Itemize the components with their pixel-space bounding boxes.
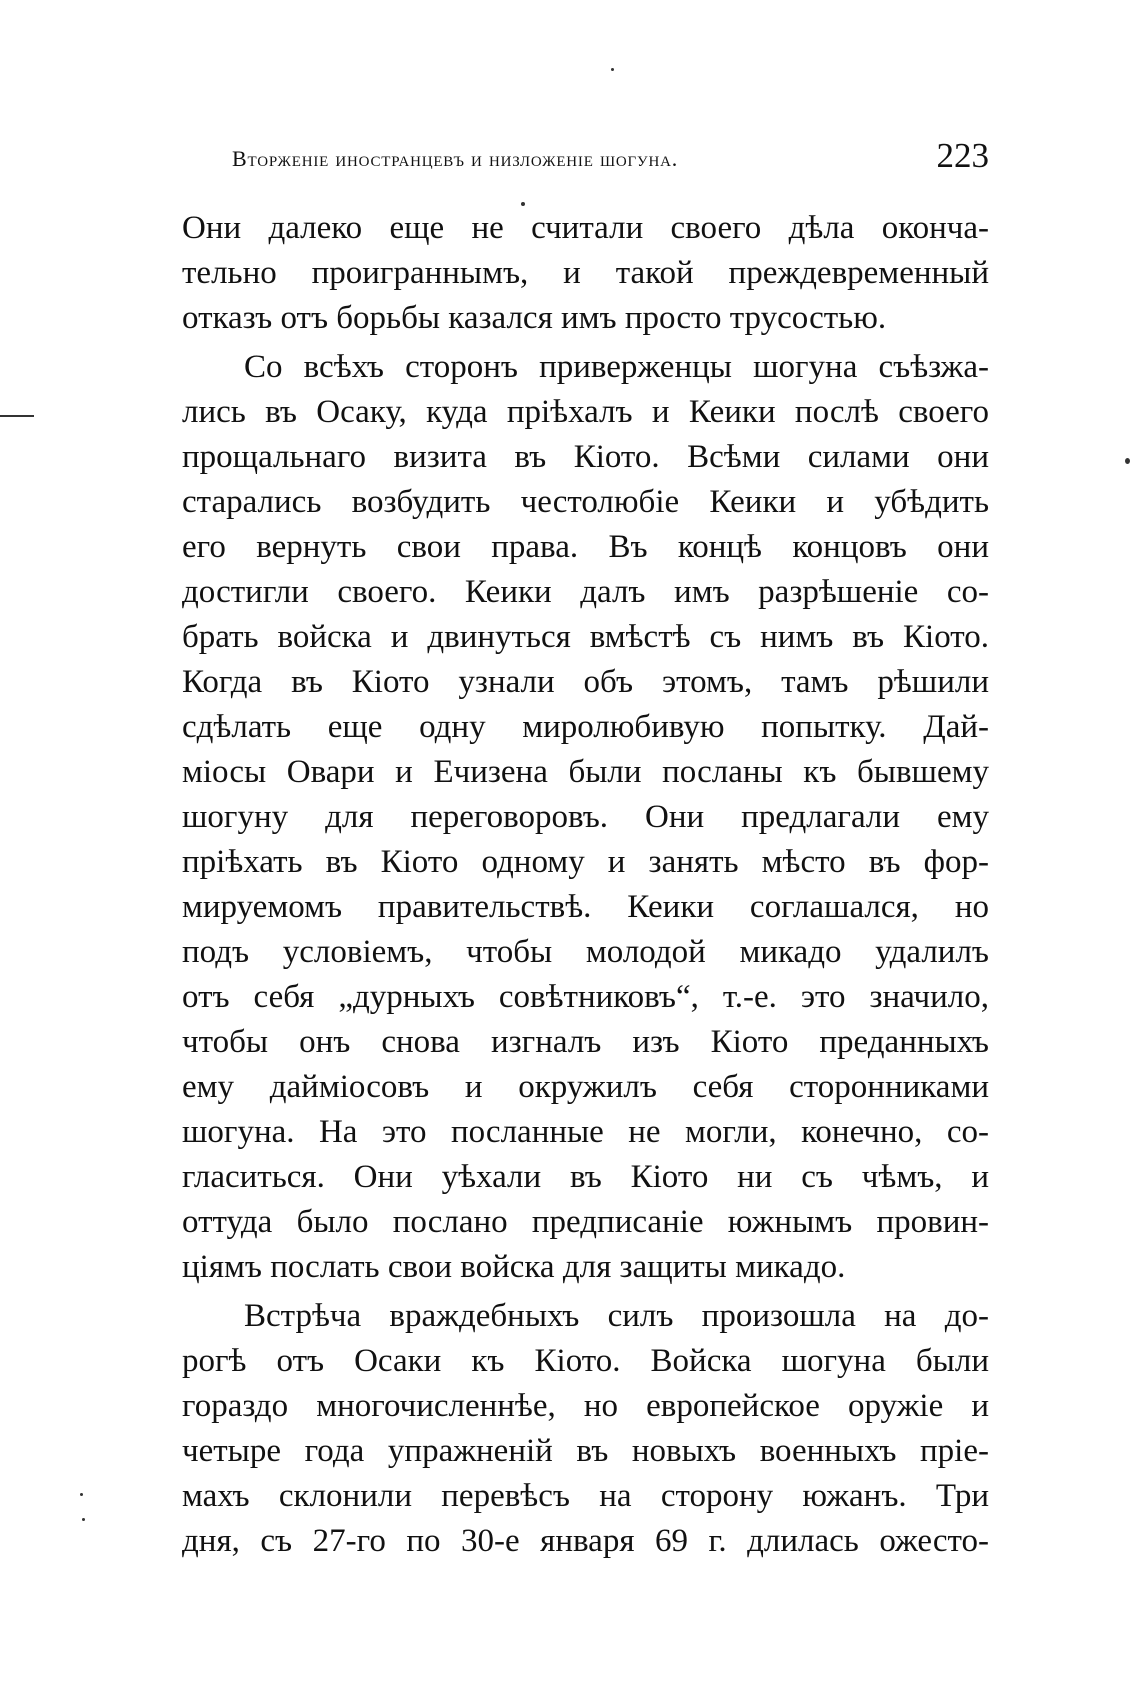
text-line: четыре года упражненій въ новыхъ военныхъ пріе- (182, 1433, 989, 1469)
text-line: старались возбудить честолюбіе Кеики и убѣдить (182, 484, 989, 520)
text-line: чтобы онъ снова изгналъ изъ Кіото преданныхъ (182, 1024, 989, 1060)
text-line: Встрѣча враждебныхъ силъ произошла на до- (244, 1298, 989, 1334)
paragraph-3 (182, 1294, 989, 1564)
text-line: прощальнаго визита въ Кіото. Всѣми силами они (182, 439, 989, 475)
text-line: дня, съ 27-го по 30-е января 69 г. длилась ожесто- (182, 1523, 989, 1559)
text-line: махъ склонили перевѣсъ на сторону южанъ. Три (182, 1478, 989, 1514)
text-line: міосы Овари и Ечизена были посланы къ бывшему (182, 754, 989, 790)
text-line: рогѣ отъ Осаки къ Кіото. Войска шогуна были (182, 1343, 989, 1379)
text-line: сдѣлать еще одну миролюбивую попытку. Дай- (182, 709, 989, 745)
text-line: отказъ отъ борьбы казался имъ просто трусостью. (182, 300, 887, 336)
text-line: достигли своего. Кеики далъ имъ разрѣшеніе со- (182, 574, 989, 610)
scan-speck (0, 415, 34, 417)
text-line: гораздо многочисленнѣе, но европейское оружіе и (182, 1388, 989, 1424)
text-line: оттуда было послано предписаніе южнымъ провин- (182, 1204, 989, 1240)
scan-speck (1125, 458, 1130, 464)
text-line: мируемомъ правительствѣ. Кеики соглашался, но (182, 889, 989, 925)
text-line: пріѣхать въ Кіото одному и занять мѣсто въ фор- (182, 844, 989, 880)
paragraph-2 (182, 345, 989, 1290)
scan-speck (611, 68, 614, 71)
text-line: гласиться. Они уѣхали въ Кіото ни съ чѣмъ, и (182, 1159, 989, 1195)
body-text (182, 206, 989, 1564)
running-head: Вторженіе иностранцевъ и низложеніе шогуна. (232, 146, 679, 171)
text-line: подъ условіемъ, чтобы молодой микадо удалилъ (182, 934, 989, 970)
text-line: брать войска и двинуться вмѣстѣ съ нимъ въ Кіото. (182, 619, 989, 655)
page-number: 223 (936, 136, 989, 175)
text-line: Когда въ Кіото узнали объ этомъ, тамъ рѣшили (182, 664, 989, 700)
text-line: Они далеко еще не считали своего дѣла оконча- (182, 210, 989, 246)
scan-speck (82, 1518, 85, 1521)
text-line: шогуну для переговоровъ. Они предлагали ему (182, 799, 989, 835)
text-line: его вернуть свои права. Въ концѣ концовъ они (182, 529, 989, 565)
text-line: тельно проиграннымъ, и такой преждевременный (182, 255, 989, 291)
text-line: Со всѣхъ сторонъ приверженцы шогуна съѣзжа- (244, 349, 989, 385)
text-line: отъ себя „дурныхъ совѣтниковъ“, т.-е. это значило, (182, 979, 989, 1015)
paragraph-1 (182, 206, 989, 341)
scan-speck (521, 202, 525, 206)
text-line: лись въ Осаку, куда пріѣхалъ и Кеики послѣ своего (182, 394, 989, 430)
text-line: ціямъ послать свои войска для защиты микадо. (182, 1249, 846, 1285)
text-line: ему дайміосовъ и окружилъ себя сторонниками (182, 1069, 989, 1105)
scan-speck (80, 1493, 83, 1496)
text-line: шогуна. На это посланные не могли, конечно, со- (182, 1114, 989, 1150)
page-header (232, 136, 989, 180)
